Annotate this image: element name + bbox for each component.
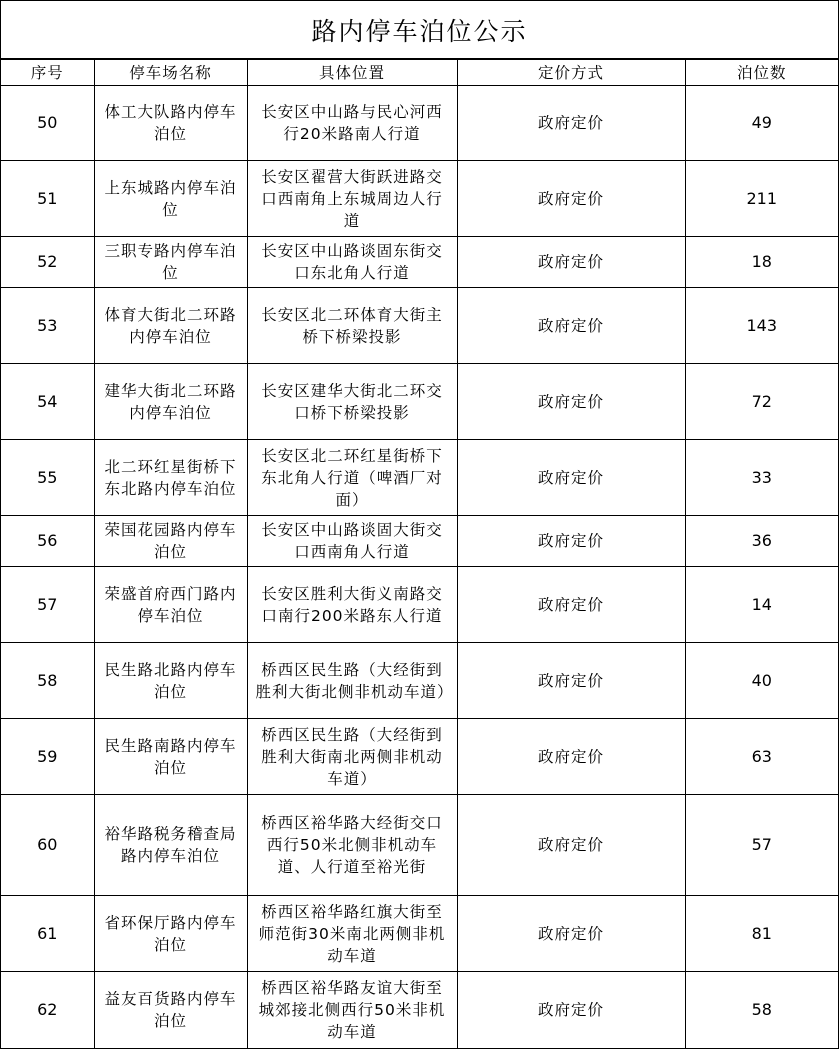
cell-spaces: 58 — [685, 972, 838, 1048]
cell-location: 长安区北二环体育大街主桥下桥梁投影 — [247, 288, 457, 364]
cell-location: 长安区翟营大街跃进路交口西南角上东城周边人行道 — [247, 161, 457, 237]
table-row — [1, 643, 838, 719]
cell-spaces: 57 — [685, 795, 838, 896]
cell-pricing: 政府定价 — [457, 364, 685, 440]
table-row — [1, 364, 838, 440]
cell-index: 50 — [1, 86, 94, 161]
cell-index: 55 — [1, 440, 94, 516]
table-row — [1, 237, 838, 288]
cell-spaces: 49 — [685, 86, 838, 161]
cell-pricing: 政府定价 — [457, 516, 685, 567]
cell-pricing: 政府定价 — [457, 161, 685, 237]
cell-pricing: 政府定价 — [457, 643, 685, 719]
table-row — [1, 719, 838, 795]
table-row — [1, 795, 838, 896]
cell-location: 桥西区裕华路大经街交口西行50米北侧非机动车道、人行道至裕光街 — [247, 795, 457, 896]
table-row — [1, 161, 838, 237]
header-location: 具体位置 — [247, 60, 457, 86]
cell-name: 体工大队路内停车泊位 — [94, 86, 247, 161]
cell-index: 62 — [1, 972, 94, 1048]
table-header-row — [1, 60, 838, 86]
cell-name: 体育大街北二环路内停车泊位 — [94, 288, 247, 364]
cell-name: 上东城路内停车泊位 — [94, 161, 247, 237]
cell-location: 桥西区民生路（大经街到胜利大街北侧非机动车道） — [247, 643, 457, 719]
cell-location: 长安区中山路谈固大街交口西南角人行道 — [247, 516, 457, 567]
cell-spaces: 143 — [685, 288, 838, 364]
cell-name: 省环保厅路内停车泊位 — [94, 896, 247, 972]
cell-location: 长安区中山路谈固东街交口东北角人行道 — [247, 237, 457, 288]
cell-pricing: 政府定价 — [457, 86, 685, 161]
header-index: 序号 — [1, 60, 94, 86]
header-pricing: 定价方式 — [457, 60, 685, 86]
table-row — [1, 86, 838, 161]
cell-pricing: 政府定价 — [457, 896, 685, 972]
cell-name: 益友百货路内停车泊位 — [94, 972, 247, 1048]
cell-index: 58 — [1, 643, 94, 719]
cell-pricing: 政府定价 — [457, 972, 685, 1048]
cell-location: 长安区胜利大街义南路交口南行200米路东人行道 — [247, 567, 457, 643]
cell-spaces: 81 — [685, 896, 838, 972]
cell-name: 北二环红星街桥下东北路内停车泊位 — [94, 440, 247, 516]
cell-index: 56 — [1, 516, 94, 567]
cell-index: 53 — [1, 288, 94, 364]
cell-index: 61 — [1, 896, 94, 972]
cell-spaces: 18 — [685, 237, 838, 288]
table-row — [1, 516, 838, 567]
cell-location: 长安区中山路与民心河西行20米路南人行道 — [247, 86, 457, 161]
cell-spaces: 14 — [685, 567, 838, 643]
cell-spaces: 211 — [685, 161, 838, 237]
cell-pricing: 政府定价 — [457, 440, 685, 516]
cell-name: 三职专路内停车泊位 — [94, 237, 247, 288]
cell-name: 裕华路税务稽查局路内停车泊位 — [94, 795, 247, 896]
cell-location: 桥西区裕华路红旗大街至师范街30米南北两侧非机动车道 — [247, 896, 457, 972]
cell-spaces: 40 — [685, 643, 838, 719]
cell-location: 桥西区民生路（大经街到胜利大街南北两侧非机动车道） — [247, 719, 457, 795]
cell-pricing: 政府定价 — [457, 719, 685, 795]
cell-location: 长安区北二环红星街桥下东北角人行道（啤酒厂对面） — [247, 440, 457, 516]
cell-index: 54 — [1, 364, 94, 440]
cell-index: 51 — [1, 161, 94, 237]
cell-index: 52 — [1, 237, 94, 288]
cell-spaces: 63 — [685, 719, 838, 795]
header-spaces: 泊位数 — [685, 60, 838, 86]
cell-name: 荣盛首府西门路内停车泊位 — [94, 567, 247, 643]
cell-location: 长安区建华大街北二环交口桥下桥梁投影 — [247, 364, 457, 440]
table-row — [1, 896, 838, 972]
cell-spaces: 33 — [685, 440, 838, 516]
table-row — [1, 972, 838, 1048]
cell-name: 建华大街北二环路内停车泊位 — [94, 364, 247, 440]
cell-spaces: 72 — [685, 364, 838, 440]
table-row — [1, 288, 838, 364]
cell-pricing: 政府定价 — [457, 288, 685, 364]
table-row — [1, 567, 838, 643]
cell-index: 60 — [1, 795, 94, 896]
page-title: 路内停车泊位公示 — [1, 1, 838, 59]
cell-index: 57 — [1, 567, 94, 643]
cell-index: 59 — [1, 719, 94, 795]
cell-pricing: 政府定价 — [457, 795, 685, 896]
cell-name: 荣国花园路内停车泊位 — [94, 516, 247, 567]
cell-pricing: 政府定价 — [457, 237, 685, 288]
cell-pricing: 政府定价 — [457, 567, 685, 643]
table-row — [1, 440, 838, 516]
cell-spaces: 36 — [685, 516, 838, 567]
cell-name: 民生路北路内停车泊位 — [94, 643, 247, 719]
cell-name: 民生路南路内停车泊位 — [94, 719, 247, 795]
header-name: 停车场名称 — [94, 60, 247, 86]
cell-location: 桥西区裕华路友谊大街至城郊接北侧西行50米非机动车道 — [247, 972, 457, 1048]
parking-table — [1, 59, 838, 1048]
